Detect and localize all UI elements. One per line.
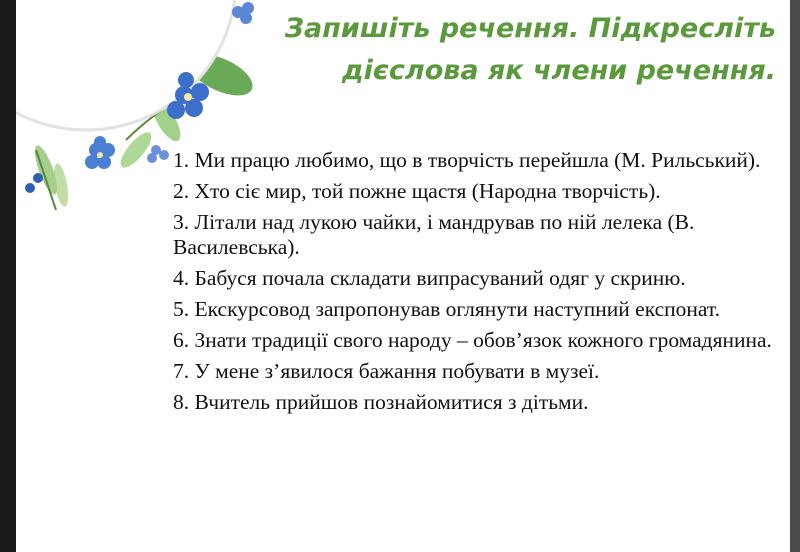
sentence-list [173, 148, 783, 421]
list-item: 3. Літали над лукою чайки, і мандрував по ній лелека (В. Василевська). [173, 210, 695, 259]
list-item: 7. У мене з’явилося бажання побувати в музеї. [173, 359, 600, 383]
title-line-1: Запишіть речення. Підкресліть [284, 13, 776, 44]
slide-title [256, 8, 776, 92]
list-item: 4. Бабуся почала складати випрасуваний одяг у скриню. [173, 266, 686, 290]
list-item: 2. Хто сіє мир, той пожне щастя (Народна творчість). [173, 179, 661, 203]
slide [16, 0, 790, 552]
list-item: 1. Ми працю любимо, що в творчість перейшла (М. Рильський). [173, 148, 761, 172]
list-item: 6. Знати традиції свого народу – обов’язок кожного громадянина. [173, 328, 772, 352]
list-item: 8. Вчитель прийшов познайомитися з дітьми. [173, 390, 589, 414]
right-scrollbar-edge [790, 0, 800, 552]
list-item: 5. Екскурсовод запропонував оглянути наступний експонат. [173, 297, 721, 321]
left-window-edge [0, 0, 16, 552]
title-line-2: дієслова як члени речення. [341, 55, 776, 86]
